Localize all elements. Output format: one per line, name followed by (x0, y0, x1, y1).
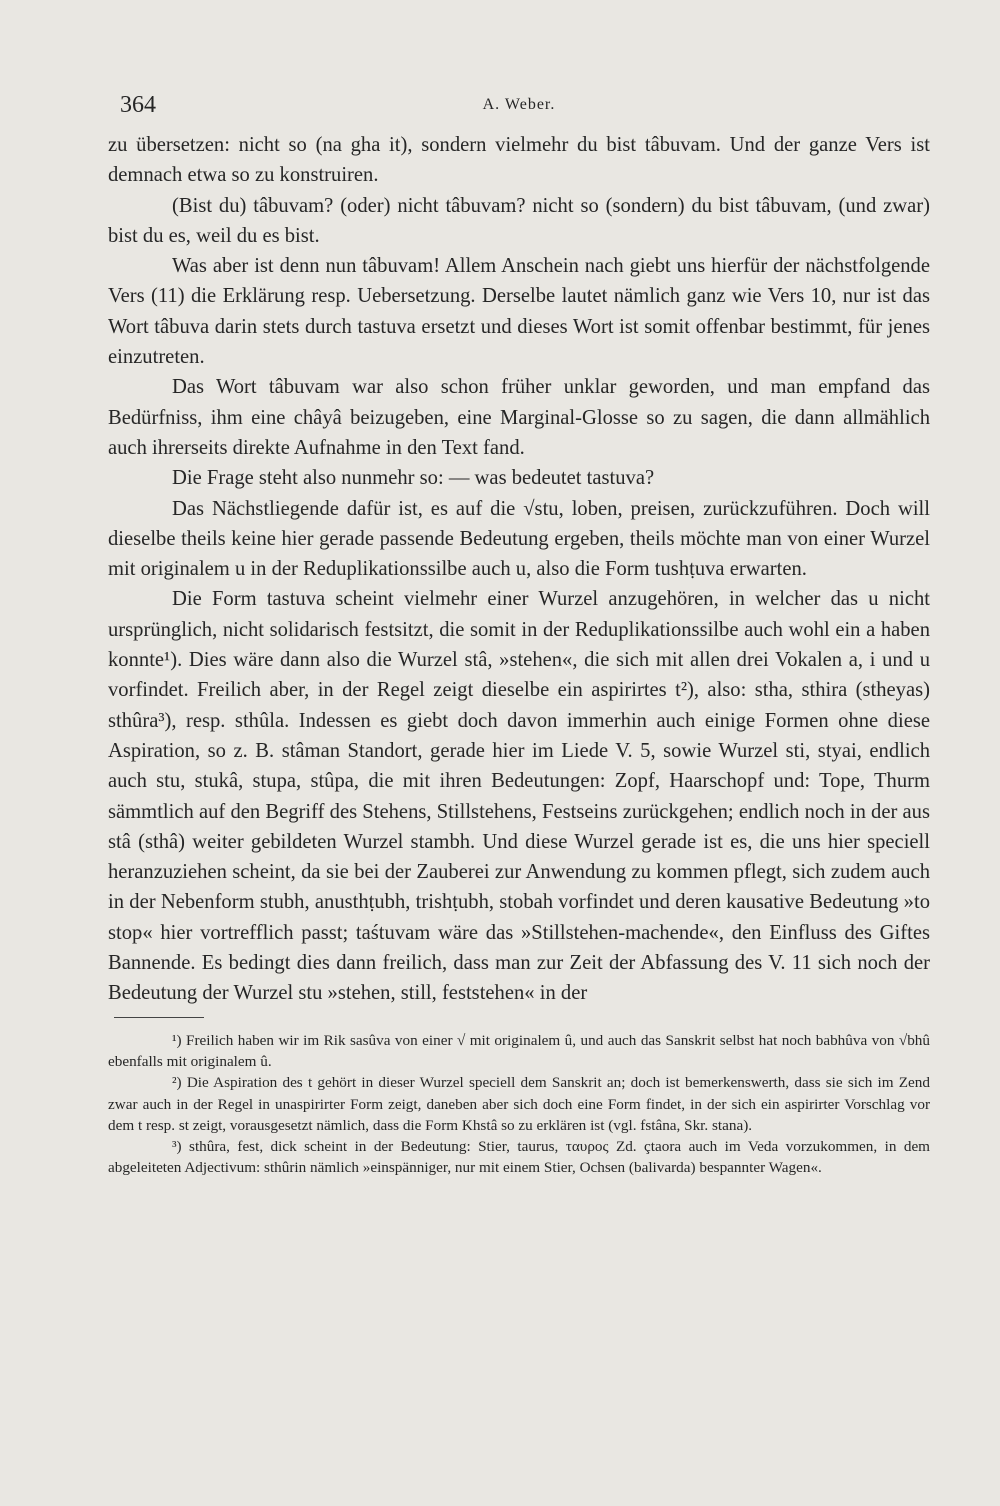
footnote-rule (114, 1017, 204, 1018)
paragraph: Die Frage steht also nunmehr so: — was bedeutet tastuva? (172, 467, 655, 490)
body-text (108, 130, 930, 1009)
paragraph: Das Nächstliegende dafür ist, es auf die √stu, loben, preisen, zurückzuführen. Doch will dieselbe theils keine hier gerade passende Bedeutung ergeben, theils möchte man von einer Wurzel mit originalem u in der Reduplikationssilbe auch u, also die Form tushṭuva erwarten. (108, 497, 930, 581)
paragraph: Die Form tastuva scheint vielmehr einer Wurzel anzugehören, in welcher das u nicht ursprünglich, nicht solidarisch festsitzt, die somit in der Reduplikationssilbe auch wohl ein a haben konnte¹). Dies wäre dann also die Wurzel stâ, »stehen«, die sich mit allen drei Vokalen a, i und u vorfindet. Freilich aber, in der Regel zeigt dieselbe ein aspirirtes t²), also: stha, sthira (stheyas) sthûra³), resp. sthûla. Indessen es giebt doch davon immerhin auch einige Formen ohne diese Aspiration, so z. B. stâman Standort, gerade hier im Liede V. 5, sowie Wurzel sti, styai, endlich auch stu, stukâ, stupa, stûpa, die mit ihren Bedeutungen: Zopf, Haarschopf und: Tope, Thurm sämmtlich auf den Begriff des Stehens, Stillstehens, Festseins zurückgehen; endlich noch in der aus stâ (sthâ) weiter gebildeten Wurzel stambh. Und diese Wurzel gerade ist es, die uns hier speciell heranzuziehen scheint, da sie bei der Zauberei zur Anwendung zu kommen pflegt, sich zudem auch in der Nebenform stubh, anusthṭubh, trishṭubh, stobah vorfindet und deren kausative Bedeutung »to stop« hier vortrefflich passt; taśtuvam wäre das »Stillstehen-machende«, den Einfluss des Giftes Bannende. Es bedingt dies dann freilich, dass man zur Zeit der Abfassung des V. 11 sich noch der Bedeutung der Wurzel stu »stehen, still, feststehen« in der (108, 588, 930, 1005)
paragraph: Was aber ist denn nun tâbuvam! Allem Anschein nach giebt uns hierfür der nächstfolgende Vers (11) die Erklärung resp. Uebersetzung. Derselbe lautet nämlich ganz wie Vers 10, nur ist das Wort tâbuva darin stets durch tastuva ersetzt und dieses Wort ist somit offenbar bestimmt, für jenes einzutreten. (108, 255, 930, 369)
footnote-3: ³) sthûra, fest, dick scheint in der Bedeutung: Stier, taurus, ταυρος Zd. çtaora auch im Veda vorzukommen, in dem abgeleiteten Adjectivum: sthûrin nämlich »einspänniger, nur mit einem Stier, Ochsen (balivarda) bespannter Wagen«. (108, 1138, 930, 1177)
footnotes (108, 1030, 930, 1179)
footnote-1: ¹) Freilich haben wir im Rik sasûva von einer √ mit originalem û, und auch das Sanskrit selbst hat noch babhûva von √bhû ebenfalls mit originalem û. (108, 1031, 930, 1070)
page-number: 364 (120, 92, 156, 118)
page-header (108, 86, 930, 130)
paragraph: Das Wort tâbuvam war also schon früher unklar geworden, und man empfand das Bedürfniss, ihm eine châyâ beizugeben, eine Marginal-Glosse so zu sagen, die dann allmählich auch ihrerseits direkte Aufnahme in den Text fand. (108, 376, 930, 459)
footnote-2: ²) Die Aspiration des t gehört in dieser Wurzel speciell dem Sanskrit an; doch ist bemerkenswerth, dass sie sich im Zend zwar auch in der Regel in unaspirirter Form zeigt, daneben aber sich doch eine Form findet, in der sich ein aspirirter Vorschlag vor dem t resp. st zeigt, vorausgesetzt nämlich, dass die Form Khstâ so zu erklären ist (vgl. fstâna, Skr. stana). (108, 1074, 930, 1134)
running-title: A. Weber. (482, 96, 556, 113)
paragraph: (Bist du) tâbuvam? (oder) nicht tâbuvam? nicht so (sondern) du bist tâbuvam, (und zwar) bist du es, weil du es bist. (108, 194, 930, 247)
paragraph: zu übersetzen: nicht so (na gha it), sondern vielmehr du bist tâbuvam. Und der ganze Vers ist demnach etwa so zu konstruiren. (108, 134, 930, 187)
